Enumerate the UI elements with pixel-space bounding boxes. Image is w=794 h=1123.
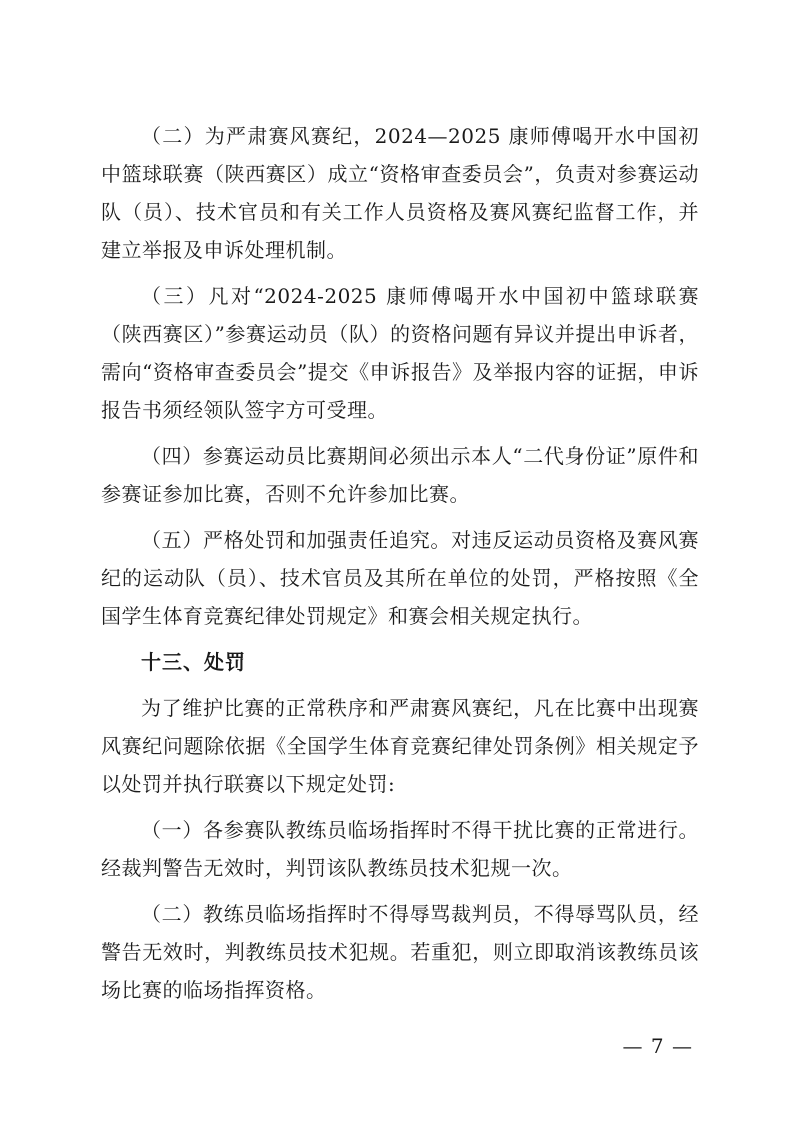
page-number: — 7 — xyxy=(622,1034,693,1058)
paragraph-5: （五）严格处罚和加强责任追究。对违反运动员资格及赛风赛纪的运动队（员）、技术官员及其所在单位的处罚，严格按照《全国学生体育竞赛纪律处罚规定》和赛会相关规定执行。 xyxy=(101,528,699,628)
paragraph-2: （二）为严肃赛风赛纪，2024—2025 康师傅喝开水中国初中篮球联赛（陕西赛区）成立“资格审查委员会”，负责对参赛运动队（员）、技术官员和有关工作人员资格及赛风赛纪监督工作，并建立举报及申诉处理机制。 xyxy=(101,124,699,262)
penalty-item-2: （二）教练员临场指挥时不得辱骂裁判员，不得辱骂队员，经警告无效时，判教练员技术犯规。若重犯，则立即取消该教练员该场比赛的临场指挥资格。 xyxy=(101,902,699,1002)
section-heading: 十三、处罚 xyxy=(141,650,246,674)
penalty-item-1: （一）各参赛队教练员临场指挥时不得干扰比赛的正常进行。经裁判警告无效时，判罚该队教练员技术犯规一次。 xyxy=(101,818,699,880)
document-body xyxy=(101,117,699,1017)
paragraph-3: （三）凡对“2024-2025 康师傅喝开水中国初中篮球联赛（陕西赛区）”参赛运动员（队）的资格问题有异议并提出申诉者，需向“资格审查委员会”提交《申诉报告》及举报内容的证据，申诉报告书须经领队签字方可受理。 xyxy=(101,284,699,422)
paragraph-4: （四）参赛运动员比赛期间必须出示本人“二代身份证”原件和参赛证参加比赛，否则不允许参加比赛。 xyxy=(101,444,699,506)
section-intro-paragraph: 为了维护比赛的正常秩序和严肃赛风赛纪，凡在比赛中出现赛风赛纪问题除依据《全国学生体育竞赛纪律处罚条例》相关规定予以处罚并执行联赛以下规定处罚: xyxy=(101,696,699,796)
